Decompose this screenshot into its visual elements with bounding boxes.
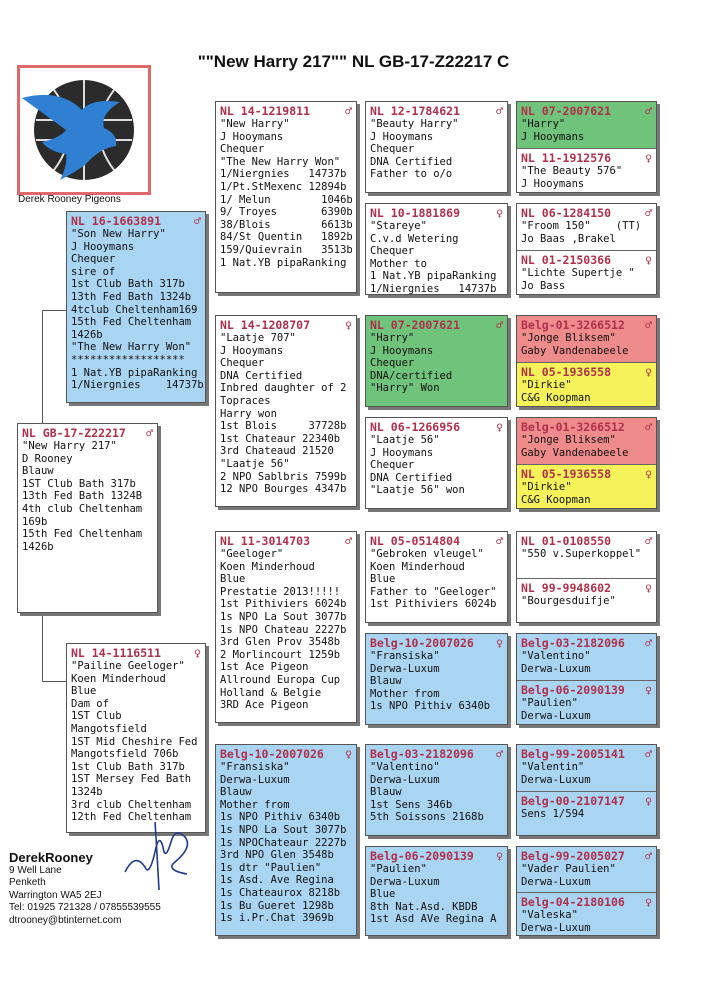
pedigree-line: "Valentin" <box>521 761 585 773</box>
female-icon: ♀ <box>194 646 201 660</box>
female-icon: ♀ <box>496 420 503 434</box>
address-line: Warrington WA5 2EJ <box>9 889 102 901</box>
female-icon: ♀ <box>645 365 652 379</box>
ring-number: NL 11-1912576 <box>521 151 612 165</box>
pedigree-line: Holland & Belgie <box>220 686 322 699</box>
pedigree-line: Koen Minderhoud <box>71 672 166 685</box>
pedigree-line: "Paulien" <box>521 697 578 709</box>
male-icon: ♂ <box>496 318 503 332</box>
pedigree-line: Derwa-Luxum <box>370 773 440 786</box>
pedigree-line: "The New Harry Won" <box>220 155 341 168</box>
pigeon-card-dam <box>66 643 206 833</box>
brand-name: Derek Rooney Pigeons <box>18 194 121 205</box>
pedigree-line: "Fransiska" <box>220 761 290 773</box>
pedigree-line: "Harry" <box>370 332 415 344</box>
pedigree-line: DNA Certified <box>220 369 303 382</box>
female-icon: ♀ <box>496 206 503 220</box>
pedigree-line: Gaby Vandenabeele <box>521 446 629 459</box>
ring-number: NL 07-2007621 <box>370 318 461 332</box>
pedigree-line: 1ST Club <box>71 710 122 723</box>
pedigree-line: "Gebroken vleugel" <box>370 548 484 560</box>
pedigree-line: Blauw <box>22 465 54 478</box>
pedigree-line: 12th Fed Cheltenham <box>71 811 192 824</box>
pedigree-line: 3RD Ace Pigeon <box>220 699 309 712</box>
pedigree-line: 1st Pithiviers 6024b <box>220 598 347 611</box>
ring-number: NL 06-1284150 <box>521 206 612 220</box>
pigeon-card-dam-dam <box>215 744 357 936</box>
pedigree-line: Derwa-Luxum <box>521 709 591 722</box>
pigeon-card-ddd <box>365 846 508 936</box>
pedigree-line: 1 Nat.YB pipaRanking <box>71 366 198 379</box>
pedigree-line: Father to o/o <box>370 168 453 181</box>
ring-number: Belg-01-3266512 <box>521 318 625 332</box>
male-icon: ♂ <box>496 104 503 118</box>
pigeon-half <box>517 362 656 407</box>
ring-number: Belg-03-2182096 <box>521 636 625 650</box>
pedigree-line: "Laatje 56" won <box>370 484 465 497</box>
address-line: dtrooney@btinternet.com <box>9 914 122 926</box>
female-icon: ♀ <box>645 683 652 697</box>
pigeon-card-dsd <box>365 633 508 725</box>
pedigree-line: 3rd club Cheltenham <box>71 798 192 811</box>
pedigree-line: 1s NPO Pithiv 6340b <box>370 700 491 713</box>
pedigree-line: Mangotsfield <box>71 722 147 735</box>
pedigree-line: 1s dtr "Paulien" <box>220 861 322 874</box>
pigeon-half <box>517 250 656 295</box>
pedigree-line: 1/Niergnies 14737b <box>370 282 497 295</box>
pedigree-line: "Froom 150" (TT) <box>521 220 642 232</box>
pedigree-line: 5th Soissons 2168b <box>370 811 484 824</box>
pedigree-line: Blue <box>370 573 396 586</box>
pedigree-line: J Hooymans <box>71 240 135 253</box>
female-icon: ♀ <box>345 318 352 332</box>
male-icon: ♂ <box>645 420 652 434</box>
pedigree-line: 1st Chateaur 22340b <box>220 432 341 445</box>
pedigree-line: "Stareye" <box>370 220 427 232</box>
pedigree-line: 1st Blois 37728b <box>220 420 347 433</box>
female-icon: ♀ <box>496 636 503 650</box>
pedigree-line: Derwa-Luxum <box>521 773 591 786</box>
pedigree-line: 1ST Mersey Fed Bath <box>71 773 192 786</box>
connector <box>42 310 43 423</box>
pedigree-line: "550 v.Superkoppel" <box>521 548 642 560</box>
pedigree-line: 1/Pt.StMexenc 12894b <box>220 180 347 193</box>
pigeon-half <box>517 464 656 509</box>
female-icon: ♀ <box>645 581 652 595</box>
ring-number: Belg-01-3266512 <box>521 420 625 434</box>
ring-number: Belg-04-2180106 <box>521 895 625 909</box>
female-icon: ♀ <box>645 467 652 481</box>
pedigree-line: DNA/certified <box>370 369 453 382</box>
pigeon-half <box>517 791 656 836</box>
male-icon: ♂ <box>645 104 652 118</box>
ring-number: NL 05-1936558 <box>521 365 612 379</box>
pedigree-line: 1 Nat.YB pipaRanking <box>370 270 497 283</box>
pedigree-line: Chequer <box>370 459 415 472</box>
pedigree-line: Mangotsfield 706b <box>71 748 179 761</box>
pedigree-line: 9/ Troyes 6390b <box>220 206 353 219</box>
pedigree-line: Inbred daughter of 2 <box>220 382 347 395</box>
pedigree-line: Chequer <box>220 143 265 156</box>
female-icon: ♀ <box>496 849 503 863</box>
pedigree-line: Derwa-Luxum <box>521 875 591 888</box>
pigeon-half <box>517 680 656 725</box>
pedigree-line: C.v.d Wetering <box>370 232 459 245</box>
male-icon: ♂ <box>496 534 503 548</box>
pedigree-line: Sens 1/594 <box>521 808 585 820</box>
pedigree-line: Derwa-Luxum <box>521 662 591 675</box>
pedigree-line: Chequer <box>370 357 415 370</box>
male-icon: ♂ <box>645 636 652 650</box>
pedigree-line: 4th club Cheltenham <box>22 502 143 515</box>
pigeon-half <box>517 148 656 193</box>
pigeon-card-sds <box>365 315 508 407</box>
ring-number: NL 06-1266956 <box>370 420 461 434</box>
pedigree-line: Allround Europa Cup <box>220 673 341 686</box>
address-line: 9 Well Lane <box>9 864 62 876</box>
ring-number: Belg-06-2090139 <box>370 849 474 863</box>
pedigree-line: "The New Harry Won" <box>71 341 192 354</box>
pigeon-card-dss <box>365 531 508 623</box>
female-icon: ♀ <box>645 253 652 267</box>
pedigree-line: 1/Niergnies 14737b <box>220 168 347 181</box>
pigeon-pair-card <box>516 744 657 836</box>
pedigree-line: 169b <box>22 515 48 528</box>
pedigree-line: "Jonge Bliksem" <box>521 332 616 344</box>
pedigree-line: 12 NPO Bourges 4347b <box>220 483 347 496</box>
pedigree-line: Prestatie 2013!!!!! <box>220 585 341 598</box>
pedigree-line: 1s NPO Pithiv 6340b <box>220 811 341 824</box>
pedigree-line: Chequer <box>220 357 265 370</box>
pedigree-line: 84/St Quentin 1892b <box>220 231 353 244</box>
pedigree-line: J Hooymans <box>370 130 434 143</box>
pedigree-line: Harry won <box>220 407 277 420</box>
pedigree-line: Mother to <box>370 257 427 270</box>
pedigree-line: Chequer <box>71 253 116 266</box>
pedigree-line: 1s Bu Gueret 1298b <box>220 899 334 912</box>
pedigree-line: "Beauty Harry" <box>370 118 459 130</box>
pigeon-card-sire-sire <box>215 101 357 293</box>
ring-number: Belg-03-2182096 <box>370 747 474 761</box>
pedigree-line: "Laatje 707" <box>220 332 296 344</box>
pigeon-pair-card <box>516 531 657 623</box>
breeder-name: DerekRooney <box>9 850 93 865</box>
pedigree-line: 1s NPOChateaur 2227b <box>220 836 347 849</box>
pedigree-line: Mother from <box>220 798 290 811</box>
pedigree-line: 1st Club Bath 317b <box>71 278 185 291</box>
male-icon: ♂ <box>146 426 153 440</box>
pedigree-line: Derwa-Luxum <box>370 875 440 888</box>
pedigree-line: 1 Nat.YB pipaRanking <box>220 256 347 269</box>
ring-number: NL 12-1784621 <box>370 104 461 118</box>
pigeon-pair-card <box>516 203 657 295</box>
pigeon-half <box>517 418 656 464</box>
pedigree-line: 1s NPO Chateau 2227b <box>220 623 347 636</box>
pedigree-line: Derwa-Luxum <box>370 662 440 675</box>
pedigree-line: J Hooymans <box>370 446 434 459</box>
pigeon-half <box>517 745 656 791</box>
ring-number: NL 01-0108550 <box>521 534 612 548</box>
pigeon-half <box>517 847 656 892</box>
pedigree-line: "Valentino" <box>521 650 591 662</box>
pigeon-half <box>517 204 656 250</box>
pedigree-line: "Dirkie" <box>521 379 572 391</box>
male-icon: ♂ <box>645 318 652 332</box>
ring-number: Belg-00-2107147 <box>521 794 625 808</box>
pedigree-line: D Rooney <box>22 452 73 465</box>
pedigree-line: Jo Bass <box>521 279 566 292</box>
signature-icon <box>115 812 205 892</box>
pedigree-line: "Pailine Geeloger" <box>71 660 185 672</box>
male-icon: ♂ <box>645 849 652 863</box>
pedigree-line: 3rd Chateaud 21520 <box>220 445 334 458</box>
pigeon-half <box>517 102 656 148</box>
pigeon-card-sire-dam <box>215 315 357 507</box>
pedigree-line: ****************** <box>71 353 185 366</box>
ring-number: NL 99-9948602 <box>521 581 612 595</box>
male-icon: ♂ <box>194 214 201 228</box>
pedigree-line: 1st Asd AVe Regina A <box>370 913 497 926</box>
pedigree-line: 1/ Melun 1046b <box>220 193 353 206</box>
pedigree-line: 1324b <box>71 785 103 798</box>
connector <box>42 681 66 682</box>
pedigree-line: 3rd Glen Prov 3548b <box>220 636 341 649</box>
pedigree-title: ""New Harry 217"" NL GB-17-Z22217 C <box>197 52 510 71</box>
male-icon: ♂ <box>345 534 352 548</box>
ring-number: NL 14-1219811 <box>220 104 311 118</box>
pigeon-card-dds <box>365 744 508 836</box>
pedigree-line: Topraces <box>220 394 271 407</box>
pedigree-line: Gaby Vandenabeele <box>521 344 629 357</box>
pigeon-half <box>517 892 656 936</box>
pedigree-line: Blauw <box>220 786 252 799</box>
pigeon-card-sss <box>365 101 508 193</box>
ring-number: NL 01-2150366 <box>521 253 612 267</box>
pedigree-line: "Valeska" <box>521 909 578 921</box>
pigeon-pair-card <box>516 101 657 193</box>
pedigree-line: 1s NPO La Sout 3077b <box>220 823 347 836</box>
pigeon-globe-logo <box>20 68 148 192</box>
pedigree-line: 159/Quievrain 3513b <box>220 243 353 256</box>
pedigree-line: Jo Baas ,Brakel <box>521 232 616 245</box>
pedigree-line: Koen Minderhoud <box>370 560 465 573</box>
female-icon: ♀ <box>645 794 652 808</box>
pedigree-line: 1s Asd. Ave Regina <box>220 874 334 887</box>
pigeon-pair-card <box>516 417 657 509</box>
pedigree-line: "Geeloger" <box>220 548 284 560</box>
male-icon: ♂ <box>496 747 503 761</box>
pedigree-line: 8th Nat.Asd. KBDB <box>370 900 478 913</box>
pedigree-line: 15th Fed Cheltenham <box>71 316 192 329</box>
pigeon-pair-card <box>516 315 657 407</box>
ring-number: NL 07-2007621 <box>521 104 612 118</box>
ring-number: Belg-06-2090139 <box>521 683 625 697</box>
pedigree-line: 13th Fed Bath 1324B <box>22 490 143 503</box>
logo <box>17 65 151 195</box>
connector <box>42 310 66 311</box>
male-icon: ♂ <box>345 104 352 118</box>
pedigree-line: 2 Morlincourt 1259b <box>220 648 341 661</box>
female-icon: ♀ <box>345 747 352 761</box>
pedigree-line: "Dirkie" <box>521 481 572 493</box>
ring-number: Belg-10-2007026 <box>370 636 474 650</box>
ring-number: NL 16-1663891 <box>71 214 162 228</box>
pedigree-line: "Lichte Supertje " <box>521 267 635 279</box>
pedigree-line: "Jonge Bliksem" <box>521 434 616 446</box>
pigeon-card-sdd <box>365 417 508 509</box>
pedigree-line: "Valentino" <box>370 761 440 773</box>
pedigree-line: Blauw <box>370 675 402 688</box>
pedigree-line: "Laatje 56" <box>370 434 440 446</box>
ring-number: Belg-10-2007026 <box>220 747 324 761</box>
pedigree-line: 13th Fed Bath 1324b <box>71 290 192 303</box>
pedigree-line: Mother from <box>370 687 440 700</box>
ring-number: Belg-99-2005027 <box>521 849 625 863</box>
pedigree-line: Blue <box>220 573 246 586</box>
pedigree-line: Blue <box>71 685 97 698</box>
pigeon-pair-card <box>516 846 657 936</box>
pedigree-line: 1st Ace Pigeon <box>220 661 309 674</box>
pedigree-line: Blauw <box>370 786 402 799</box>
pedigree-line: "Vader Paulien" <box>521 863 616 875</box>
pedigree-line: DNA Certified <box>370 155 453 168</box>
pedigree-line: 1ST Mid Cheshire Fed <box>71 735 198 748</box>
male-icon: ♂ <box>645 747 652 761</box>
pedigree-line: Koen Minderhoud <box>220 560 315 573</box>
pedigree-line: 1st Pithiviers 6024b <box>370 598 497 611</box>
pigeon-card-dam-sire <box>215 531 357 723</box>
pedigree-line: "Son New Harry" <box>71 228 166 240</box>
male-icon: ♂ <box>645 534 652 548</box>
pedigree-line: J Hooymans <box>370 344 434 357</box>
male-icon: ♂ <box>645 206 652 220</box>
pedigree-line: 2 NPO Sablbris 7599b <box>220 470 347 483</box>
pedigree-line: Blue <box>370 888 396 901</box>
pedigree-line: 1/Niergnies 14737b <box>71 379 204 392</box>
pedigree-line: DNA Certified <box>370 471 453 484</box>
pedigree-line: 1s Chateaurox 8218b <box>220 886 341 899</box>
pedigree-line: "New Harry" <box>220 118 290 130</box>
pedigree-line: J Hooymans <box>521 130 585 143</box>
address-line: Penketh <box>9 877 46 888</box>
pedigree-line: sire of <box>71 265 116 278</box>
ring-number: NL GB-17-Z22217 <box>22 426 126 440</box>
pedigree-line: 1s NPO La Sout 3077b <box>220 610 347 623</box>
ring-number: NL 05-1936558 <box>521 467 612 481</box>
pedigree-line: Chequer <box>370 245 415 258</box>
female-icon: ♀ <box>645 151 652 165</box>
pedigree-line: Derwa-Luxum <box>521 921 591 934</box>
pedigree-line: 1ST Club Bath 317b <box>22 477 136 490</box>
pigeon-card-ssd <box>365 203 508 295</box>
pedigree-line: 1st Sens 346b <box>370 798 453 811</box>
pedigree-line: Chequer <box>370 143 415 156</box>
ring-number: NL 14-1116511 <box>71 646 162 660</box>
pedigree-line: 1426b <box>71 328 103 341</box>
pedigree-line: "Fransiska" <box>370 650 440 662</box>
connector <box>42 613 43 681</box>
pedigree-line: Father to "Geeloger" <box>370 585 497 598</box>
ring-number: NL 11-3014703 <box>220 534 311 548</box>
pedigree-line: C&G Koopman <box>521 493 591 506</box>
pigeon-half <box>517 578 656 623</box>
ring-number: NL 10-1881869 <box>370 206 461 220</box>
female-icon: ♀ <box>645 895 652 909</box>
ring-number: NL 05-0514804 <box>370 534 461 548</box>
pedigree-line: "Bourgesduifje" <box>521 595 616 607</box>
pedigree-line: J Hooymans <box>220 130 284 143</box>
pedigree-line: 38/Blois 6613b <box>220 218 353 231</box>
pedigree-line: 1s i.Pr.Chat 3969b <box>220 912 334 925</box>
pigeon-half <box>517 316 656 362</box>
address-line: Tel: 01925 721328 / 07855539555 <box>9 902 161 913</box>
pedigree-line: J Hooymans <box>220 344 284 357</box>
ring-number: Belg-99-2005141 <box>521 747 625 761</box>
pedigree-line: "Harry" <box>521 118 566 130</box>
pedigree-line: C&G Koopman <box>521 391 591 404</box>
pedigree-line: "Paulien" <box>370 863 427 875</box>
pigeon-pair-card <box>516 633 657 725</box>
pedigree-line: J Hooymans <box>521 177 585 190</box>
pedigree-line: Derwa-Luxum <box>220 773 290 786</box>
pedigree-line: 4tclub Cheltenham169 <box>71 303 198 316</box>
pedigree-line: 1426b <box>22 540 54 553</box>
pigeon-card-sire <box>66 211 206 403</box>
pigeon-half <box>517 634 656 680</box>
pedigree-line: "Laatje 56" <box>220 457 290 470</box>
pedigree-line: 15th Fed Cheltenham <box>22 528 143 541</box>
pedigree-line: Dam of <box>71 697 109 710</box>
pedigree-line: "New Harry 217" <box>22 440 117 452</box>
pedigree-line: "The Beauty 576" <box>521 165 623 177</box>
pedigree-line: 3rd NPO Glen 3548b <box>220 849 334 862</box>
pedigree-line: 1st Club Bath 317b <box>71 760 185 773</box>
pigeon-half <box>517 532 656 578</box>
pedigree-line: "Harry" Won <box>370 382 440 395</box>
ring-number: NL 14-1208707 <box>220 318 311 332</box>
pigeon-card-subject <box>17 423 158 613</box>
